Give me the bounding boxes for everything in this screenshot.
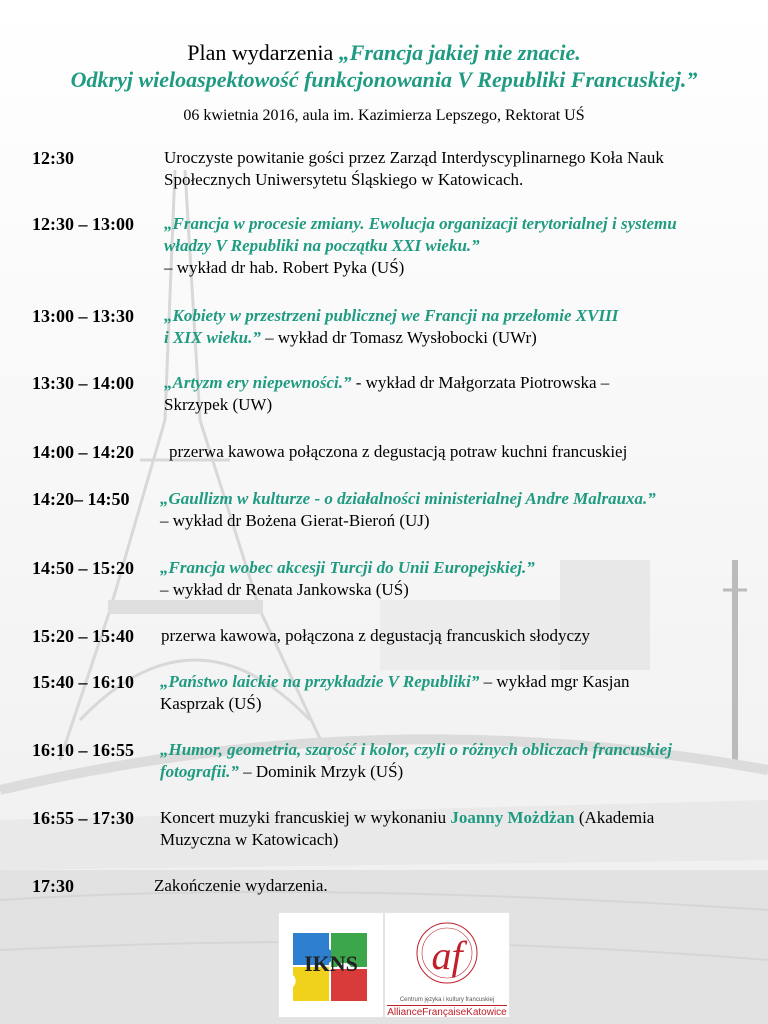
schedule-description	[164, 372, 609, 416]
description-line	[164, 305, 618, 327]
title-prefix: Plan wydarzenia	[187, 40, 339, 65]
description-line	[160, 557, 535, 579]
description-text: Skrzypek (UW)	[164, 395, 273, 414]
schedule-description	[160, 488, 656, 532]
page-title	[0, 40, 768, 66]
description-text: Koncert muzyki francuskiej w wykonaniu	[160, 808, 451, 827]
schedule-description	[154, 875, 328, 897]
description-line	[161, 625, 590, 647]
lecture-title: fotografii.”	[160, 762, 239, 781]
schedule-description	[160, 807, 654, 851]
description-text: Społecznych Uniwersytetu Śląskiego w Katowicach.	[164, 170, 524, 189]
schedule-time: 14:50 – 15:20	[32, 558, 134, 578]
schedule-time: 16:10 – 16:55	[32, 740, 134, 760]
description-text: – wykład dr Bożena Gierat-Bieroń (UJ)	[160, 511, 430, 530]
lecture-title: i XIX wieku.”	[164, 328, 261, 347]
schedule-description	[164, 305, 618, 349]
event-title-part2: Odkryj wieloaspektowość funkcjonowania V Republiki Francuskiej.”	[70, 67, 698, 92]
description-line	[164, 169, 664, 191]
description-line	[160, 671, 630, 693]
schedule-description	[161, 625, 590, 647]
schedule-time: 15:20 – 15:40	[32, 626, 134, 646]
description-text: Muzyczna w Katowicach)	[160, 830, 339, 849]
schedule-time: 14:00 – 14:20	[32, 442, 134, 462]
af-emblem-icon	[385, 913, 509, 997]
lecture-title: „Gaullizm w kulturze - o działalności ministerialnej Andre Malrauxa.”	[160, 489, 656, 508]
description-text: - wykład dr Małgorzata Piotrowska –	[351, 373, 610, 392]
description-line	[160, 829, 654, 851]
logos-area	[278, 912, 508, 1018]
performer-name: Joanny Możdżan	[450, 808, 575, 827]
description-line	[160, 761, 672, 783]
event-title-part1: „Francja jakiej nie znacie.	[338, 40, 581, 65]
description-text: przerwa kawowa, połączona z degustacją francuskich słodyczy	[161, 626, 591, 645]
description-line	[169, 441, 627, 463]
schedule-time: 12:30	[32, 148, 74, 168]
date-location-subtitle: 06 kwietnia 2016, aula im. Kazimierza Lepszego, Rektorat UŚ	[183, 107, 585, 124]
description-text: – wykład dr Renata Jankowska (UŚ)	[160, 580, 409, 599]
description-line	[164, 327, 618, 349]
description-line	[164, 235, 677, 257]
description-text: (Akademia	[574, 808, 655, 827]
lecture-title: „Kobiety w przestrzeni publicznej we Francji na przełomie XVIII	[164, 306, 619, 325]
af-name: AllianceFrançaiseKatowice	[387, 1007, 507, 1018]
description-text: Kasprzak (UŚ)	[160, 694, 262, 713]
schedule-time: 15:40 – 16:10	[32, 672, 134, 692]
schedule-time: 16:55 – 17:30	[32, 808, 134, 828]
lecture-title: „Humor, geometria, szarość i kolor, czyli o różnych obliczach francuskiej	[160, 740, 672, 759]
schedule-description	[160, 557, 535, 601]
ikns-logo	[278, 912, 384, 1018]
schedule-description	[164, 213, 677, 279]
schedule-description	[160, 739, 672, 783]
description-line	[160, 510, 656, 532]
schedule-description	[160, 671, 630, 715]
schedule-time: 13:30 – 14:00	[32, 373, 134, 393]
description-line	[160, 693, 630, 715]
description-line	[164, 257, 677, 279]
description-text: Zakończenie wydarzenia.	[154, 876, 328, 895]
schedule-description	[169, 441, 627, 463]
lecture-title: „Francja w procesie zmiany. Ewolucja organizacji terytorialnej i systemu	[164, 214, 677, 233]
alliance-francaise-logo	[384, 912, 510, 1018]
schedule-time: 14:20– 14:50	[32, 489, 130, 509]
lecture-title: „Państwo laickie na przykładzie V Republiki”	[160, 672, 480, 691]
ikns-label: IKNS	[304, 951, 358, 976]
description-text: przerwa kawowa połączona z degustacją potraw kuchni francuskiej	[169, 442, 628, 461]
description-text: – wykład dr Tomasz Wysłobocki (UWr)	[260, 328, 537, 347]
description-text: – wykład mgr Kasjan	[479, 672, 630, 691]
description-text: – wykład dr hab. Robert Pyka (UŚ)	[164, 258, 405, 277]
lecture-title: władzy V Republiki na początku XXI wieku.”	[164, 236, 480, 255]
schedule-time: 17:30	[32, 876, 74, 896]
description-line	[154, 875, 328, 897]
description-line	[164, 394, 609, 416]
description-line	[164, 213, 677, 235]
lecture-title: „Francja wobec akcesji Turcji do Unii Europejskiej.”	[160, 558, 535, 577]
af-caption: Centrum języka i kultury francuskiej	[399, 997, 495, 1003]
lecture-title: „Artyzm ery niepewności.”	[164, 373, 352, 392]
description-line	[164, 372, 609, 394]
schedule-time: 13:00 – 13:30	[32, 306, 134, 326]
description-line	[164, 147, 664, 169]
description-line	[160, 488, 656, 510]
description-text: – Dominik Mrzyk (UŚ)	[238, 762, 404, 781]
schedule-description	[164, 147, 664, 191]
description-line	[160, 807, 654, 829]
description-text: Uroczyste powitanie gości przez Zarząd Interdyscyplinarnego Koła Nauk	[164, 148, 664, 167]
description-line	[160, 579, 535, 601]
description-line	[160, 739, 672, 761]
schedule-time: 12:30 – 13:00	[32, 214, 134, 234]
af-mark: af	[431, 933, 463, 978]
